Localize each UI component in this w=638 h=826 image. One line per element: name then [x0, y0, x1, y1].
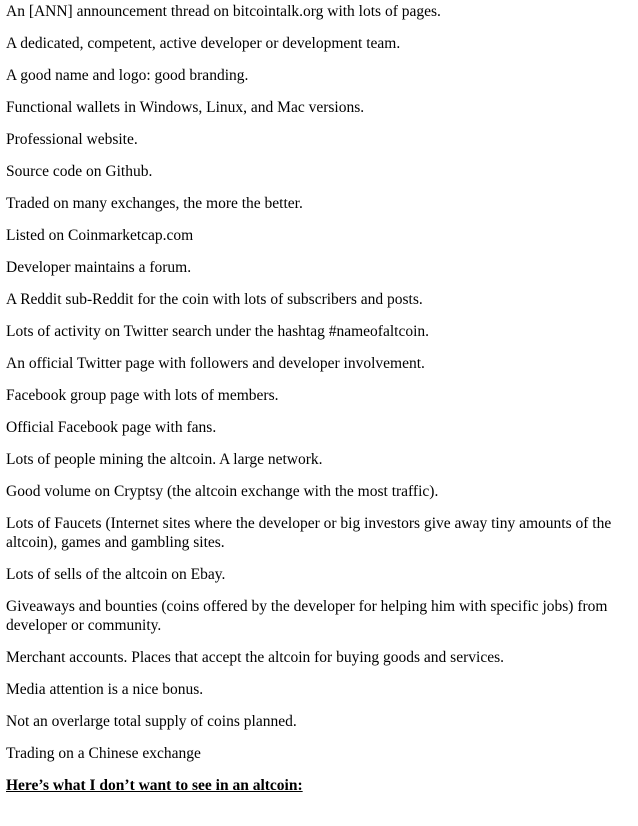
- paragraph-chinese-exchange: Trading on a Chinese exchange: [6, 745, 201, 762]
- paragraph-mining: Lots of people mining the altcoin. A large network.: [6, 451, 323, 468]
- paragraph-twitter-page: An official Twitter page with followers and developer involvement.: [6, 355, 425, 372]
- paragraph-ebay: Lots of sells of the altcoin on Ebay.: [6, 566, 226, 583]
- paragraph-website: Professional website.: [6, 131, 138, 148]
- paragraph-media: Media attention is a nice bonus.: [6, 681, 204, 698]
- paragraph-reddit: A Reddit sub-Reddit for the coin with lots of subscribers and posts.: [6, 291, 423, 308]
- paragraph-giveaways: Giveaways and bounties (coins offered by the developer for helping him with specific jobs) from developer or community.: [6, 598, 608, 634]
- paragraph-facebook-page: Official Facebook page with fans.: [6, 419, 217, 436]
- paragraph-wallets: Functional wallets in Windows, Linux, and Mac versions.: [6, 99, 365, 116]
- paragraph-forum: Developer maintains a forum.: [6, 259, 192, 276]
- paragraph-twitter-activity: Lots of activity on Twitter search under the hashtag #nameofaltcoin.: [6, 323, 430, 340]
- paragraph-source-code: Source code on Github.: [6, 163, 153, 180]
- paragraph-supply: Not an overlarge total supply of coins planned.: [6, 713, 297, 730]
- document-body: [6, 2, 620, 795]
- paragraph-facebook-group: Facebook group page with lots of members.: [6, 387, 279, 404]
- paragraph-exchanges: Traded on many exchanges, the more the better.: [6, 195, 303, 212]
- paragraph-coinmarketcap: Listed on Coinmarketcap.com: [6, 227, 194, 244]
- paragraph-cryptsy: Good volume on Cryptsy (the altcoin exchange with the most traffic).: [6, 483, 439, 500]
- paragraph-merchants: Merchant accounts. Places that accept the altcoin for buying goods and services.: [6, 649, 504, 666]
- section-heading: Here’s what I don’t want to see in an altcoin:: [6, 777, 303, 794]
- paragraph-branding: A good name and logo: good branding.: [6, 67, 249, 84]
- paragraph-ann-thread: An [ANN] announcement thread on bitcointalk.org with lots of pages.: [6, 3, 441, 20]
- paragraph-faucets: Lots of Faucets (Internet sites where the developer or big investors give away tiny amounts of the altcoin), games and gambling sites.: [6, 515, 612, 551]
- paragraph-developer-team: A dedicated, competent, active developer or development team.: [6, 35, 401, 52]
